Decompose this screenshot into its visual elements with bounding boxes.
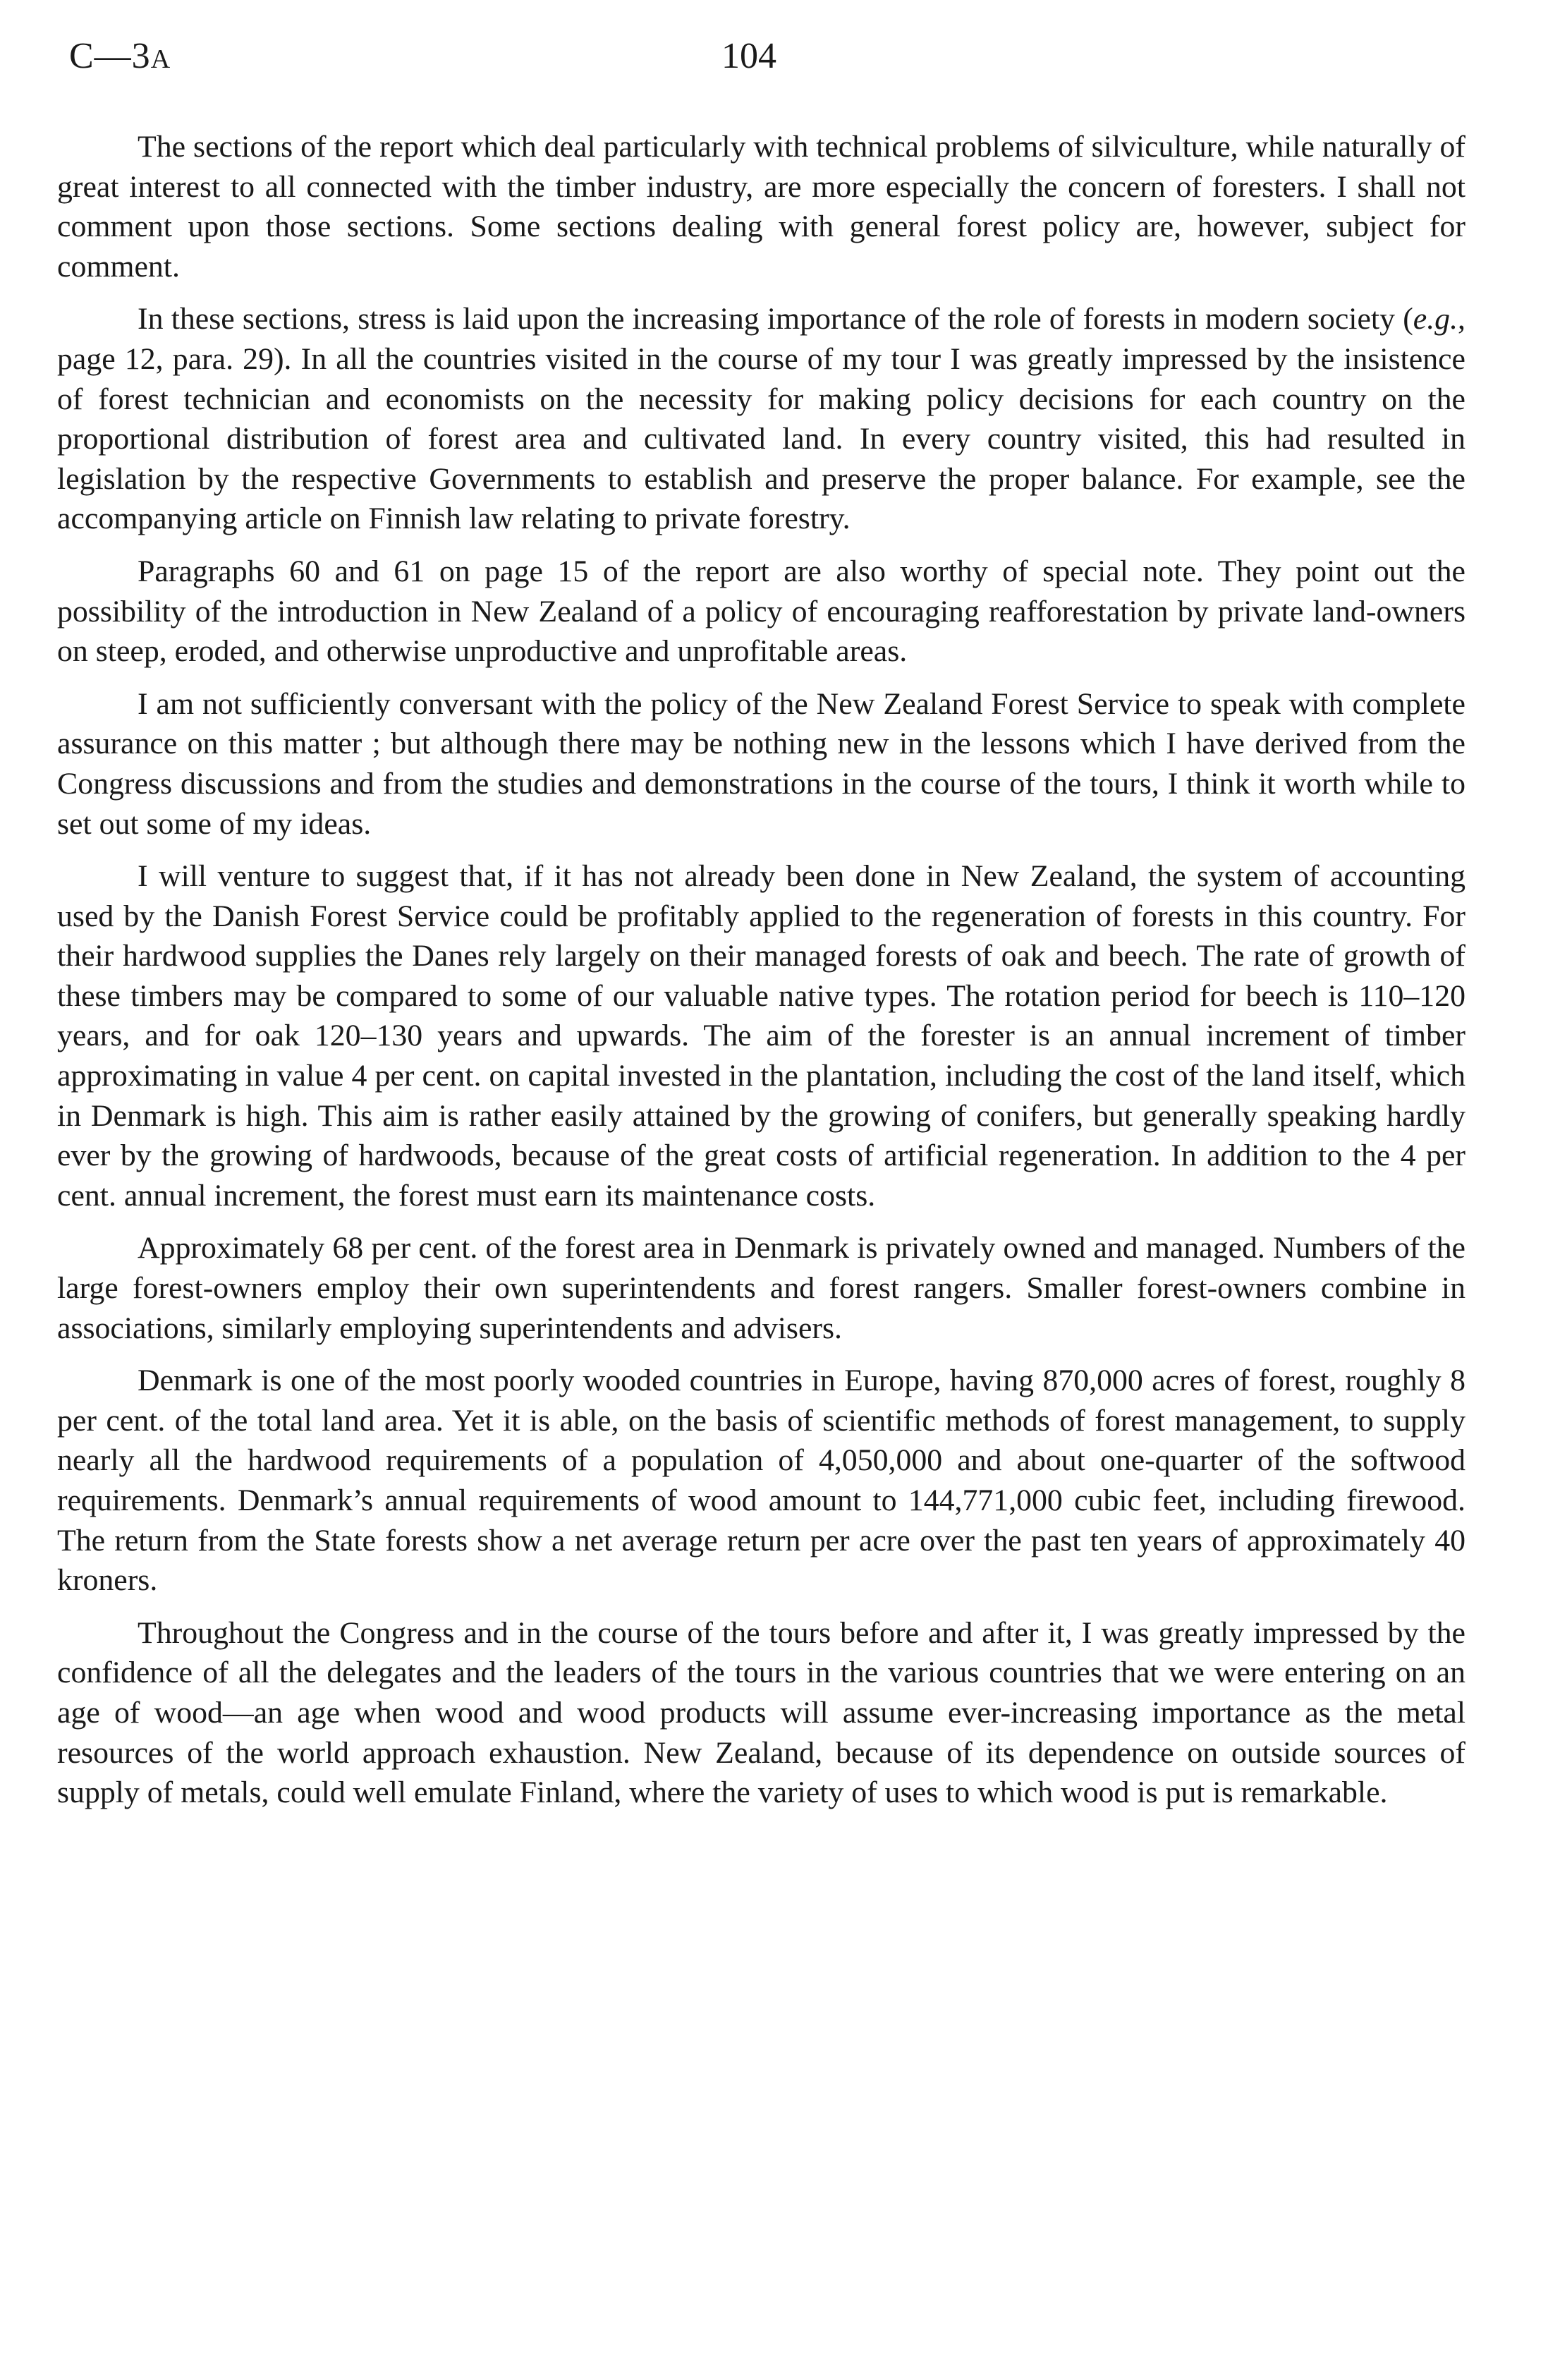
page-body (57, 127, 1465, 1813)
paragraph-4 (57, 684, 1465, 844)
paragraph-text-continued: , page 12, para. 29). In all the countries visited in the course of my tour I was greatly impressed by the insistence of forest technician and economists on the necessity for making policy decisions for each country on the proportional distribution of forest area and cultivated land. In every country visited, this had resulted in legislation by the respective Governments to establish and preserve the proper balance. For example, see the accompanying article on Finnish law relating to private forestry. (57, 302, 1465, 536)
paragraph-text: In these sections, stress is laid upon the increasing importance of the role of forests in modern society ( (138, 302, 1413, 336)
paragraph-text: I will venture to suggest that, if it has not already been done in New Zealand, the system of accounting used by the Danish Forest Service could be profitably applied to the regeneration of forests in this country. For their hardwood supplies the Danes rely largely on their managed forests of oak and beech. The rate of growth of these timbers may be compared to some of our valuable native types. The rotation period for beech is 110–120 years, and for oak 120–130 years and upwards. The aim of the forester is an annual increment of timber approximating in value 4 per cent. on capital invested in the plantation, including the cost of the land itself, which in Denmark is high. This aim is rather easily attained by the growing of conifers, but generally speaking hardly ever by the growing of hardwoods, because of the great costs of artificial regeneration. In addition to the 4 per cent. annual increment, the forest must earn its maintenance costs. (57, 859, 1465, 1213)
paragraph-emphasis: e.g. (1413, 302, 1458, 336)
paragraph-text: Paragraphs 60 and 61 on page 15 of the report are also worthy of special note. They point out the possibility of the introduction in New Zealand of a policy of encouraging reafforestation by private land-owners on steep, eroded, and otherwise unproductive and unprofitable areas. (57, 554, 1465, 669)
paragraph-text: Approximately 68 per cent. of the forest area in Denmark is privately owned and managed. Numbers of the large forest-owners employ their own superintendents and forest rangers. Smaller forest-owners combine in associations, similarly employing superintendents and advisers. (57, 1231, 1465, 1345)
page-number: 104 (721, 36, 776, 76)
paragraph-text: The sections of the report which deal particularly with technical problems of silviculture, while naturally of great interest to all connected with the timber industry, are more especially the concern of foresters. I shall not comment upon those sections. Some sections dealing with general forest policy are, however, subject for comment. (57, 130, 1465, 284)
paragraph-3 (57, 552, 1465, 672)
paragraph-text: I am not sufficiently conversant with the policy of the New Zealand Forest Service to speak with complete assurance on this matter ; but although there may be nothing new in the lessons which I have derived from the Congress discussions and from the studies and demonstrations in the course of the tours, I think it worth while to set out some of my ideas. (57, 686, 1465, 841)
paragraph-2 (57, 299, 1465, 539)
paragraph-1 (57, 127, 1465, 286)
document-reference-main: C—3 (69, 36, 151, 76)
paragraph-7 (57, 1361, 1465, 1601)
document-reference-suffix: A (150, 44, 171, 74)
document-reference (69, 35, 171, 77)
paragraph-6 (57, 1228, 1465, 1348)
paragraph-8 (57, 1613, 1465, 1813)
page-header (69, 35, 1473, 92)
paragraph-5 (57, 856, 1465, 1215)
paragraph-text: Denmark is one of the most poorly wooded countries in Europe, having 870,000 acres of forest, roughly 8 per cent. of the total land area. Yet it is able, on the basis of scientific methods of forest management, to supply nearly all the hardwood requirements of a population of 4,050,000 and about one-quarter of the softwood requirements. Denmark’s annual requirements of wood amount to 144,771,000 cubic feet, including firewood. The return from the State forests show a net average return per acre over the past ten years of approximately 40 kroners. (57, 1364, 1465, 1598)
paragraph-text: Throughout the Congress and in the course of the tours before and after it, I was greatly impressed by the confidence of all the delegates and the leaders of the tours in the various countries that we were entering on an age of wood—an age when wood and wood products will assume ever-increasing importance as the metal resources of the world approach exhaustion. New Zealand, because of its dependence on outside sources of supply of metals, could well emulate Finland, where the variety of uses to which wood is put is remarkable. (57, 1615, 1465, 1810)
